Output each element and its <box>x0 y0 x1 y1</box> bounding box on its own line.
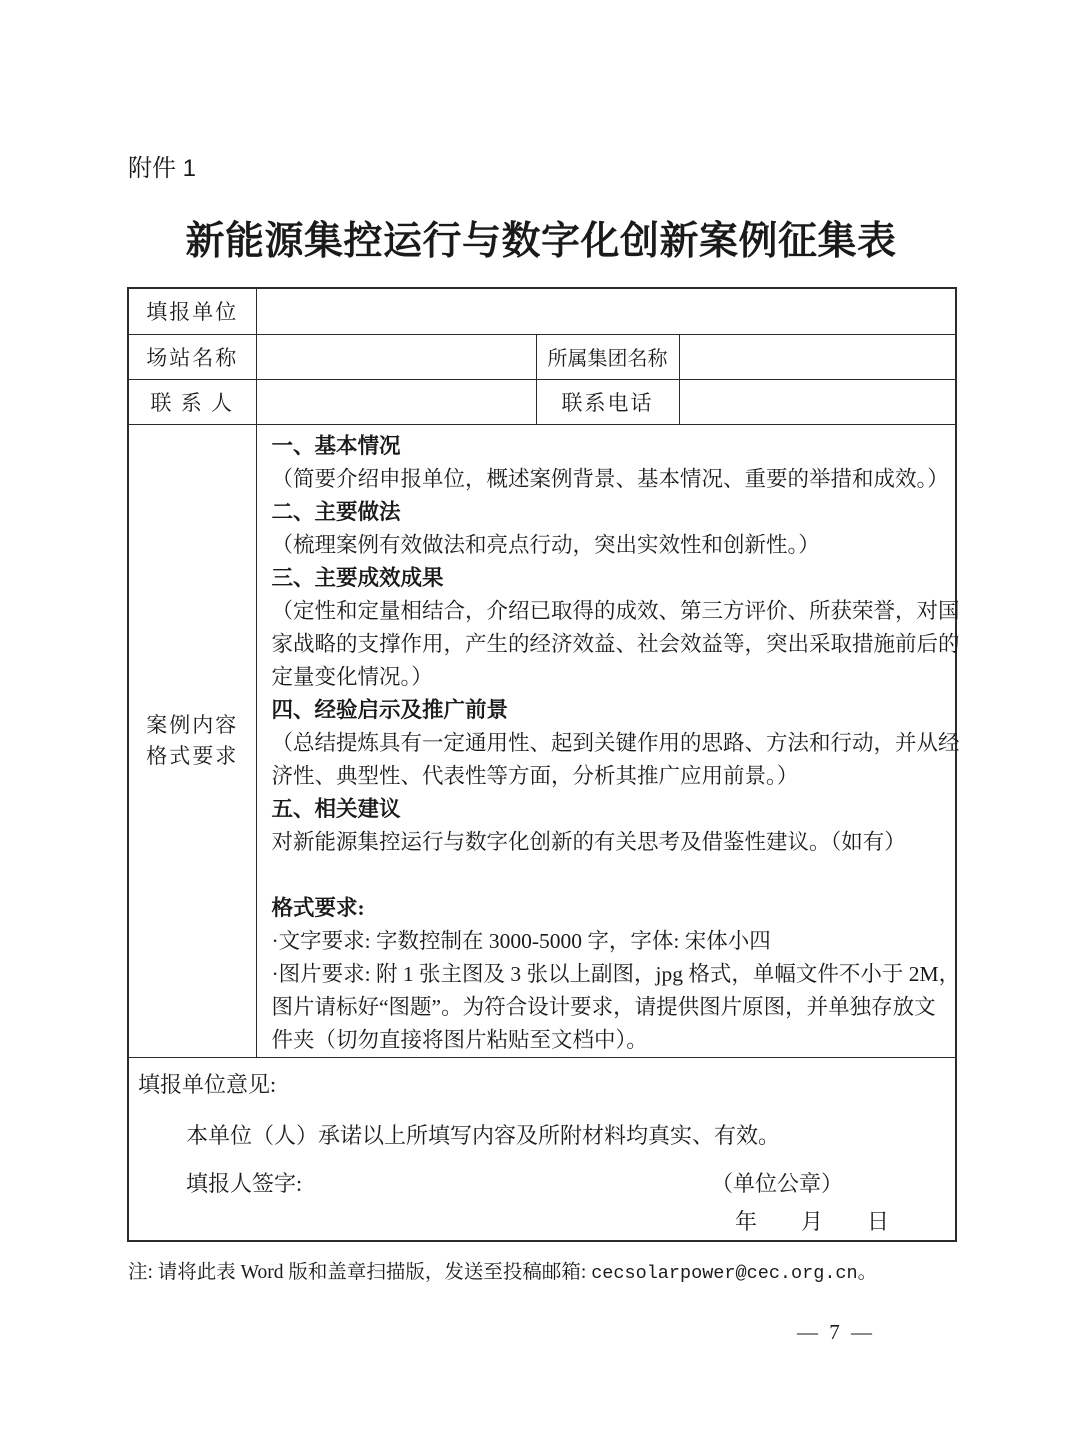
date-line: 年 月 日 <box>734 1208 889 1234</box>
case-content-line: 格式要求: <box>271 895 365 920</box>
case-content-line: ·图片要求: 附 1 张主图及 3 张以上副图，jpg 格式，单幅文件不小于 2M， <box>271 961 961 986</box>
row-reporting-unit <box>128 288 956 334</box>
case-content-line: 五、相关建议 <box>271 796 401 821</box>
row-station-group <box>128 334 956 379</box>
group-name-field[interactable] <box>679 334 956 379</box>
case-content-line: 四、经验启示及推广前景 <box>271 697 509 722</box>
case-content-line: （梳理案例有效做法和亮点行动，突出实效性和创新性。） <box>271 532 820 557</box>
case-content-label <box>128 424 256 1057</box>
case-content-line <box>272 859 948 892</box>
unit-opinion-label: 填报单位意见: <box>138 1071 277 1097</box>
case-content-line: 件夹（切勿直接将图片粘贴至文档中）。 <box>271 1027 648 1052</box>
case-content-line: 三、主要成效成果 <box>271 565 444 590</box>
contact-person-field[interactable] <box>256 379 536 424</box>
group-name-label: 所属集团名称 <box>536 334 679 379</box>
case-content-label-line2: 格式要求 <box>146 743 239 768</box>
case-content-guidelines-cell <box>256 424 961 1057</box>
note-text-prefix: 注: 请将此表 Word 版和盖章扫描版，发送至投稿邮箱: <box>128 1262 592 1283</box>
case-collection-form <box>127 287 961 1242</box>
submission-email: cecsolarpower@cec.org.cn <box>591 1263 858 1284</box>
case-content-guidelines <box>271 430 961 1057</box>
station-name-field[interactable] <box>256 334 536 379</box>
commitment-statement: 本单位（人）承诺以上所填写内容及所附材料均真实、有效。 <box>186 1122 781 1148</box>
signature-label: 填报人签字: <box>186 1170 303 1196</box>
contact-phone-field[interactable] <box>679 379 956 424</box>
submission-note <box>128 1260 877 1287</box>
case-content-line: 济性、典型性、代表性等方面，分析其推广应用前景。） <box>271 763 799 788</box>
unit-opinion-cell <box>128 1057 956 1241</box>
row-unit-opinion <box>128 1057 956 1241</box>
case-content-line: （简要介绍申报单位，概述案例背景、基本情况、重要的举措和成效。） <box>271 466 949 491</box>
case-content-line: 图片请标好“图题”。为符合设计要求，请提供图片原图，并单独存放文 <box>271 994 936 1019</box>
attachment-label: 附件 1 <box>128 155 197 182</box>
reporting-unit-field[interactable] <box>256 288 956 334</box>
reporting-unit-label: 填报单位 <box>128 288 256 334</box>
case-content-line: 二、主要做法 <box>271 499 401 524</box>
case-content-line: ·文字要求: 字数控制在 3000-5000 字，字体: 宋体小四 <box>271 928 771 953</box>
row-contact <box>128 379 956 424</box>
case-content-line: 对新能源集控运行与数字化创新的有关思考及借鉴性建议。（如有） <box>271 829 906 854</box>
unit-seal-label: （单位公章） <box>710 1170 843 1196</box>
case-content-line: 定量变化情况。） <box>271 664 433 689</box>
note-text-suffix: 。 <box>857 1262 878 1283</box>
case-content-line: 一、基本情况 <box>271 433 401 458</box>
case-content-line: 家战略的支撑作用，产生的经济效益、社会效益等，突出采取措施前后的 <box>271 631 960 656</box>
case-content-line: （总结提炼具有一定通用性、起到关键作用的思路、方法和行动，并从经 <box>271 730 960 755</box>
signature-row <box>186 1170 955 1198</box>
contact-phone-label: 联系电话 <box>536 379 679 424</box>
row-case-content <box>128 424 956 1057</box>
page-number: — 7 — <box>797 1320 875 1344</box>
page-title: 新能源集控运行与数字化创新案例征集表 <box>185 220 897 263</box>
contact-person-label: 联 系 人 <box>128 379 256 424</box>
station-name-label: 场站名称 <box>128 334 256 379</box>
case-content-line: （定性和定量相结合，介绍已取得的成效、第三方评价、所获荣誉，对国 <box>271 598 960 623</box>
case-content-label-line1: 案例内容 <box>146 712 239 737</box>
